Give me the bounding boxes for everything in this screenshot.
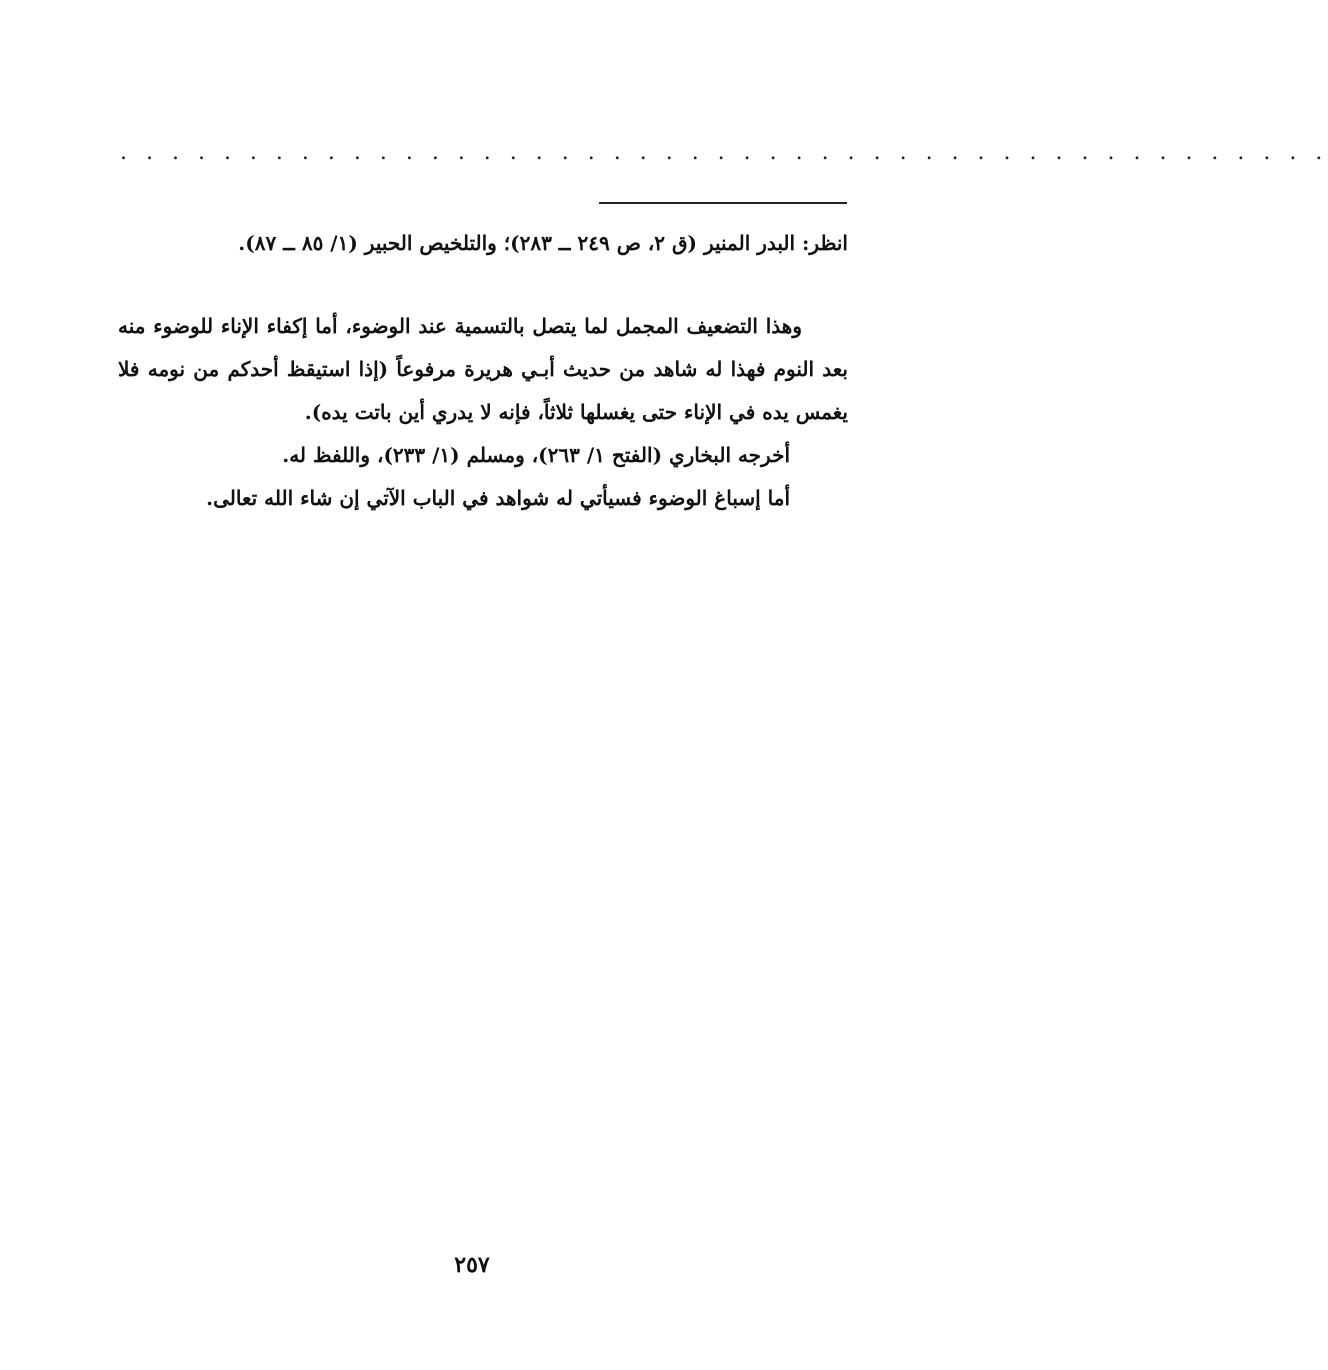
footnote: [118, 222, 848, 265]
main-text: [118, 305, 848, 520]
closing-line: أما إسباغ الوضوء فسيأتي له شواهد في الباب الآتي إن شاء الله تعالى.: [206, 486, 790, 510]
page-number: ٢٥٧: [454, 1252, 490, 1278]
footnote-rule: [599, 202, 847, 204]
source-line: أخرجه البخاري (الفتح ١/ ٢٦٣)، ومسلم (١/ ٢٣٣)، واللفظ له.: [282, 443, 790, 467]
footnote-text: انظر: البدر المنير (ق ٢، ص ٢٤٩ ــ ٢٨٣)؛ والتلخيص الحبير (١/ ٨٥ ــ ٨٧).: [238, 231, 848, 255]
dotted-separator: . . . . . . . . . . . . . . . . . . . . . . . . . . . . . . . . . . . . . . . . . . . . . . .: [120, 140, 1328, 165]
paragraph-text: وهذا التضعيف المجمل لما يتصل بالتسمية عند الوضوء، أما إكفاء الإناء للوضوء منه بعد النوم فهذا له شاهد من حديث أبـي هريرة مرفوعاً (إذا استيقظ أحدكم من نومه فلا يغمس يده في الإناء حتى يغسلها ثلاثاً، فإنه لا يدري أين باتت يده).: [118, 314, 848, 424]
